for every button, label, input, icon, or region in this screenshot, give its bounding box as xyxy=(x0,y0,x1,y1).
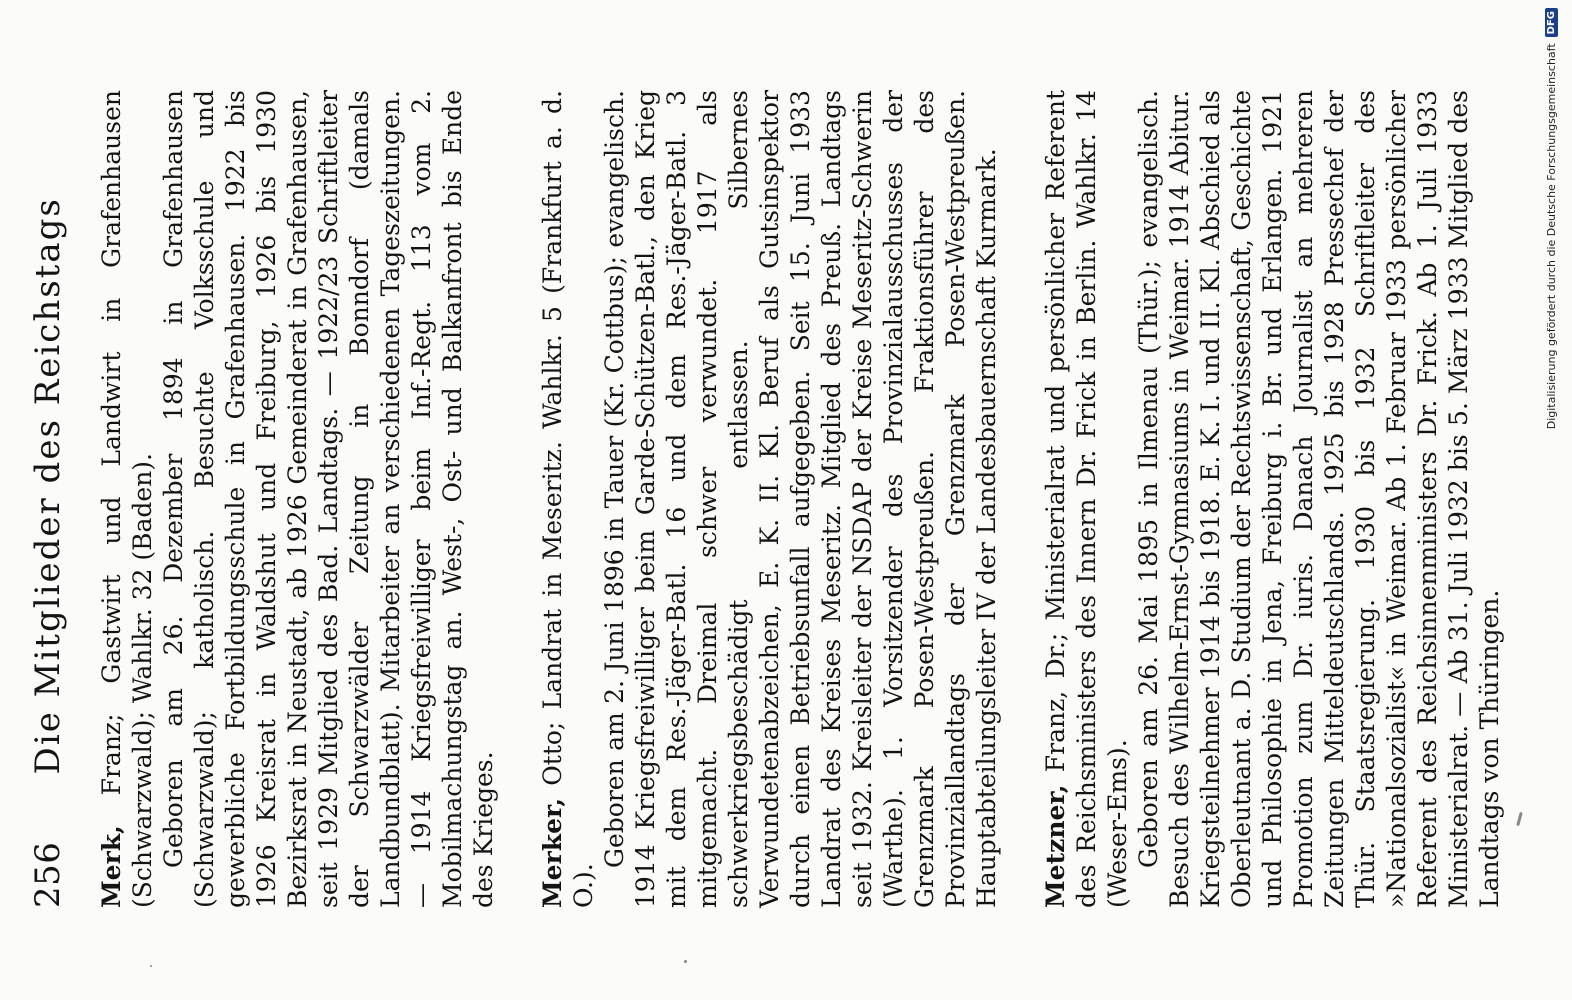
entry-name: Metzner, xyxy=(1041,784,1070,908)
entry-biography: Geboren am 2. Juni 1896 in Tauer (Kr. Cottbus); evangelisch. 1914 Kriegsfreiwilliger beim Garde-Schützen-Batl., den Krieg mit dem Res.-Jäger-Batl. 16 und dem Res.-Jäger-Batl. 3 mitgemacht. Dreimal schwer verwundet. 1917 als schwerkriegsbeschädigt entlassen. Silbernes Verwundetenabzeichen, E. K. II. Kl. Beruf als Gutsinspektor durch einen Betriebsunfall aufgegeben. Seit 15. Juni 1933 Landrat des Kreises Meseritz. Mitglied des Preuß. Landtags seit 1932. Kreisleiter der NSDAP der Kreise Meseritz-Schwerin (Warthe). 1. Vorsitzender des Provinzialausschusses der Grenzmark Posen-Westpreußen. Fraktionsführer des Provinziallandtags der Grenzmark Posen-Westpreußen. Hauptabteilungsleiter IV der Landesbauernschaft Kurmark. xyxy=(600,90,1001,908)
scan-speck xyxy=(150,965,152,967)
dfg-logo-icon: DFG xyxy=(1545,8,1558,37)
funding-note-text: Digitalisierung gefördert durch die Deutsche Forschungsgemeinschaft xyxy=(1544,43,1558,430)
entry-intro xyxy=(1040,90,1133,908)
entry-intro xyxy=(96,90,158,908)
scan-speck xyxy=(1516,812,1523,826)
entry-biography: Geboren am 26. Mai 1895 in Ilmenau (Thür.); evangelisch. Besuch des Wilhelm-Ernst-Gymnasiums in Weimar. 1914 Abitur. Kriegsteilnehmer 1914 bis 1918. E. K. I. und II. Kl. Abschied als Oberleutnant a. D. Studium der Rechtswissenschaft, Geschichte und Philosophie in Jena, Freiburg i. Br. und Erlangen. 1921 Promotion zum Dr. iuris. Danach Journalist an mehreren Zeitungen Mitteldeutschlands. 1925 bis 1928 Pressechef der Thür. Staatsregierung. 1930 bis 1932 Schriftleiter des »Nationalsozialist« in Weimar. Ab 1. Februar 1933 persönlicher Referent des Reichsinnenministers Dr. Frick. Ab 1. Juli 1933 Ministerialrat. — Ab 31. Juli 1932 bis 5. März 1933 Mitglied des Landtags von Thüringen. xyxy=(1134,90,1504,908)
scan-speck xyxy=(684,960,687,963)
entry-summary: Franz; Gastwirt und Landwirt in Grafenhausen (Schwarzwald); Wahlkr. 32 (Baden). xyxy=(97,90,157,908)
entry-merker xyxy=(537,90,1002,908)
entry-intro xyxy=(537,90,599,908)
entry-name: Merker, xyxy=(538,797,567,908)
page-header xyxy=(28,90,68,908)
entry-biography: Geboren am 26. Dezember 1894 in Grafenhausen (Schwarzwald); katholisch. Besuchte Volksschule und gewerbliche Fortbildungsschule in Grafenhausen. 1922 bis 1926 Kreisrat in Waldshut und Freiburg, 1926 bis 1930 Bezirksrat in Neustadt, ab 1926 Gemeinderat in Grafenhausen, seit 1929 Mitglied des Bad. Landtags. — 1922/23 Schriftleiter der Schwarzwälder Zeitung in Bonndorf (damals Landbundblatt). Mitarbeiter an verschiedenen Tageszeitungen. — 1914 Kriegsfreiwilliger beim Inf.-Regt. 113 vom 2. Mobilmachungstag an. West-, Ost- und Balkanfront bis Ende des Krieges. xyxy=(159,90,498,908)
page-number: 256 xyxy=(28,841,68,908)
entry-merk xyxy=(96,90,499,908)
funding-note xyxy=(1534,0,1568,1000)
entry-metzner xyxy=(1040,90,1505,908)
entry-summary: Franz, Dr.; Ministerialrat und persönlicher Referent des Reichsministers des Innern Dr. Frick in Berlin. Wahlkr. 14 (Weser-Ems). xyxy=(1041,90,1132,908)
digitization-sidebar xyxy=(1534,0,1568,1000)
scanned-page xyxy=(0,20,1504,1000)
running-head: Die Mitglieder des Reichstags xyxy=(28,197,68,775)
entry-summary: Otto; Landrat in Meseritz. Wahlkr. 5 (Frankfurt a. d. O.). xyxy=(538,90,598,908)
entry-name: Merk, xyxy=(97,825,126,908)
